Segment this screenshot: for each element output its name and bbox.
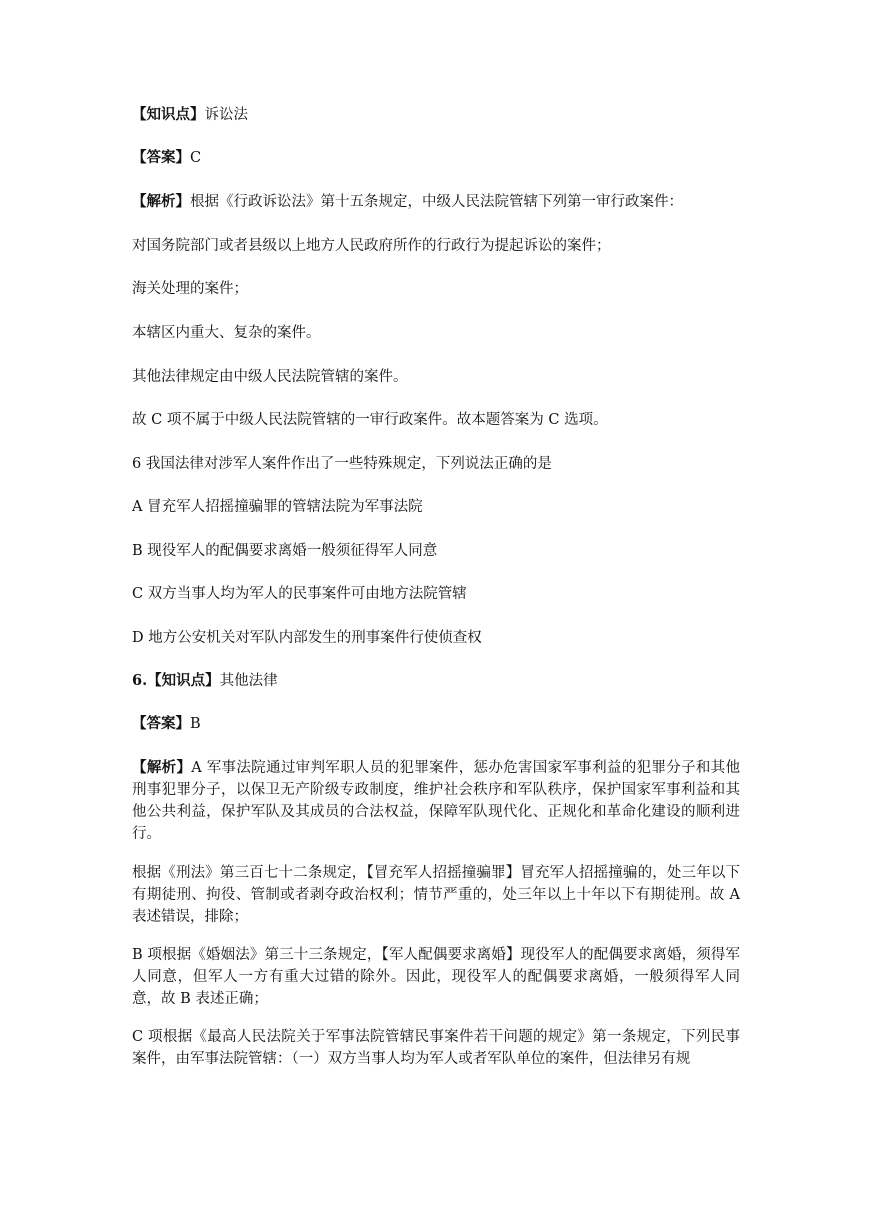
line-text: 诉讼法 xyxy=(204,107,248,123)
option-a xyxy=(132,496,740,518)
line-text: C 项根据《最高人民法院关于军事法院管辖民事案件若干问题的规定》第一条规定，下列民事案件，由军事法院管辖：（一）双方当事人均为军人或者军队单位的案件，但法律另有规 xyxy=(132,1029,740,1067)
line-text: C xyxy=(190,150,202,166)
line-text: B 项根据《婚姻法》第三十三条规定，【军人配偶要求离婚】现役军人的配偶要求离婚，须得军人同意，但军人一方有重大过错的除外。因此，现役军人的配偶要求离婚，一般须得军人同意，故 B 表述正确； xyxy=(132,947,740,1007)
conclusion-line xyxy=(132,409,740,431)
line-label: 【知识点】 xyxy=(132,106,205,123)
line-text: A 冒充军人招摇撞骗罪的管辖法院为军事法院 xyxy=(132,499,423,515)
line-text: 其他法律规定由中级人民法院管辖的案件。 xyxy=(132,369,408,385)
line-label: 【答案】 xyxy=(132,715,190,732)
analysis-paragraph xyxy=(132,944,740,1010)
line-text: 其他法律 xyxy=(219,673,278,689)
option-c xyxy=(132,583,740,605)
list-item xyxy=(132,235,740,257)
line-text: 故 C 项不属于中级人民法院管辖的一审行政案件。故本题答案为 C 选项。 xyxy=(132,412,608,428)
analysis-paragraph xyxy=(132,757,740,845)
option-b xyxy=(132,540,740,562)
option-d xyxy=(132,627,740,649)
line-text: 根据《行政诉讼法》第十五条规定，中级人民法院管辖下列第一审行政案件： xyxy=(190,194,683,210)
knowledge-point-line xyxy=(132,670,740,692)
analysis-paragraph xyxy=(132,1026,740,1070)
line-label: 6.【知识点】 xyxy=(132,672,220,689)
answer-line xyxy=(132,713,740,735)
line-label: 【解析】 xyxy=(132,193,190,210)
line-text: 对国务院部门或者县级以上地方人民政府所作的行政行为提起诉讼的案件； xyxy=(132,238,611,254)
analysis-paragraph xyxy=(132,862,740,928)
line-text: B 现役军人的配偶要求离婚一般须征得军人同意 xyxy=(132,543,438,559)
line-text: 海关处理的案件； xyxy=(132,281,248,297)
list-item xyxy=(132,278,740,300)
line-text: C 双方当事人均为军人的民事案件可由地方法院管辖 xyxy=(132,586,467,602)
line-label: 【解析】 xyxy=(132,759,192,776)
line-text: 本辖区内重大、复杂的案件。 xyxy=(132,325,321,341)
line-label: 【答案】 xyxy=(132,149,190,166)
line-text: D 地方公安机关对军队内部发生的刑事案件行使侦查权 xyxy=(132,630,482,646)
list-item xyxy=(132,322,740,344)
knowledge-point-line xyxy=(132,104,740,126)
answer-line xyxy=(132,147,740,169)
analysis-line xyxy=(132,191,740,213)
list-item xyxy=(132,366,740,388)
line-text: 根据《刑法》第三百七十二条规定，【冒充军人招摇撞骗罪】冒充军人招摇撞骗的，处三年以下有期徒刑、拘役、管制或者剥夺政治权利；情节严重的，处三年以上十年以下有期徒刑。故 A 表述错误，排除； xyxy=(132,865,740,925)
line-text: A 军事法院通过审判军职人员的犯罪案件，惩办危害国家军事利益的犯罪分子和其他刑事犯罪分子，以保卫无产阶级专政制度，维护社会秩序和军队秩序，保护国家军事利益和其他公共利益，保护军队及其成员的合法权益，保障军队现代化、正规化和革命化建设的顺利进行。 xyxy=(132,760,741,842)
line-text: B xyxy=(190,716,201,732)
question-stem xyxy=(132,453,740,475)
line-text: 6 我国法律对涉军人案件作出了一些特殊规定，下列说法正确的是 xyxy=(132,456,552,472)
